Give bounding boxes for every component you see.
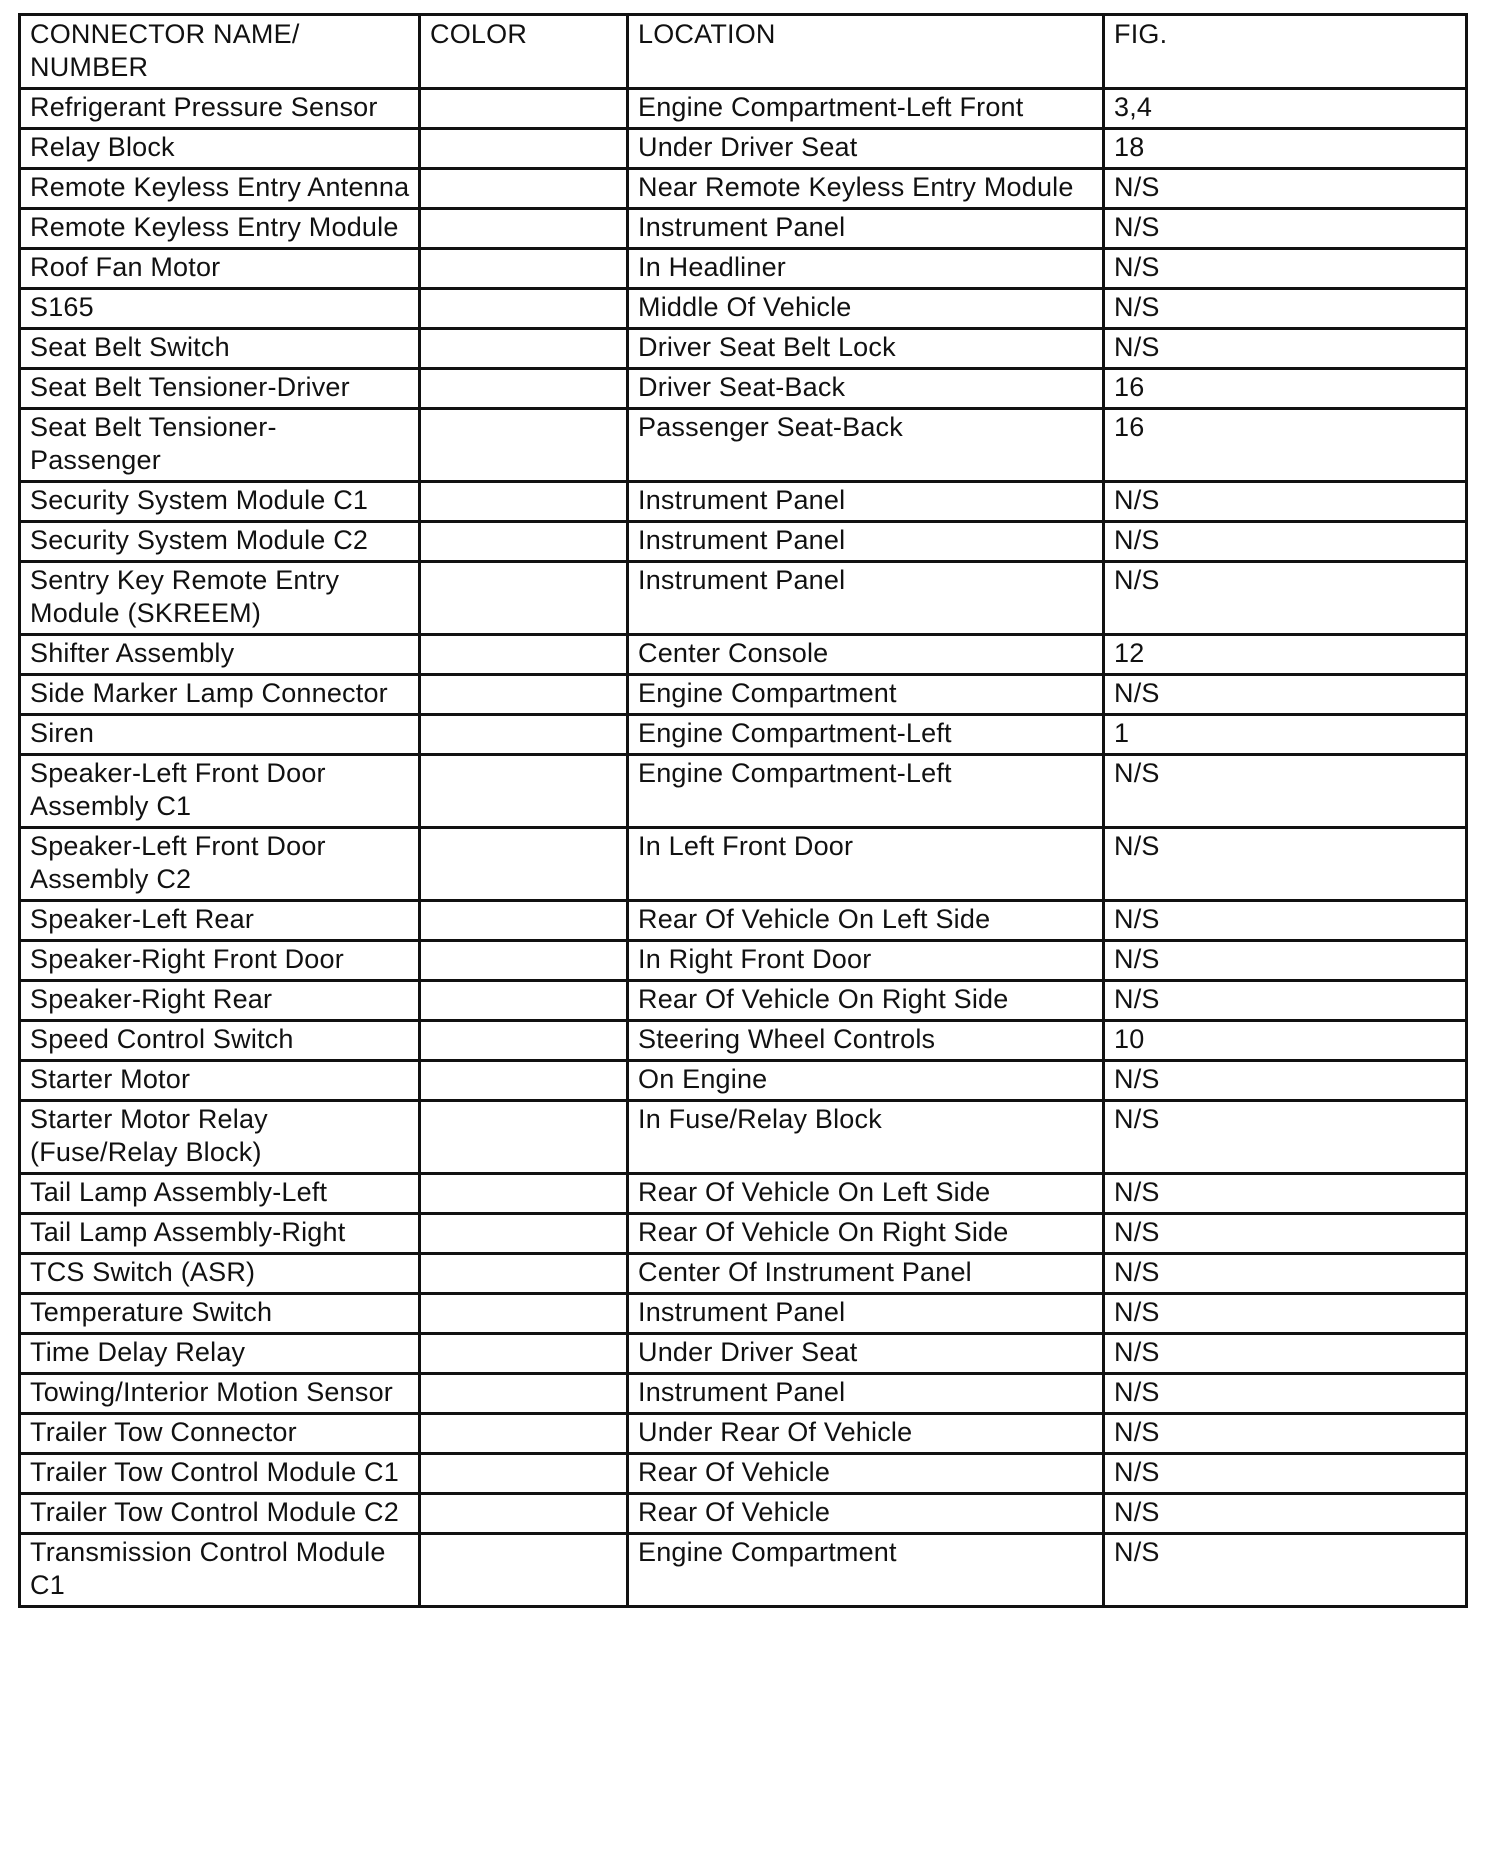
location-cell: Rear Of Vehicle On Right Side	[628, 981, 1104, 1021]
connector-name-cell: Transmission Control Module C1	[20, 1534, 420, 1607]
header-color: COLOR	[420, 15, 628, 89]
color-cell	[420, 1494, 628, 1534]
table-body	[20, 89, 1467, 1607]
color-cell	[420, 329, 628, 369]
color-cell	[420, 209, 628, 249]
color-cell	[420, 1174, 628, 1214]
table-row	[20, 169, 1467, 209]
connector-name-cell: Temperature Switch	[20, 1294, 420, 1334]
color-cell	[420, 482, 628, 522]
connector-name-cell: Siren	[20, 715, 420, 755]
header-row	[20, 15, 1467, 89]
table-row	[20, 329, 1467, 369]
color-cell	[420, 249, 628, 289]
location-cell: Steering Wheel Controls	[628, 1021, 1104, 1061]
location-cell: Instrument Panel	[628, 1294, 1104, 1334]
color-cell	[420, 409, 628, 482]
connector-name-cell: Sentry Key Remote Entry Module (SKREEM)	[20, 562, 420, 635]
location-cell: Rear Of Vehicle	[628, 1494, 1104, 1534]
fig-cell: N/S	[1104, 901, 1467, 941]
connector-name-cell: Speaker-Left Front Door Assembly C2	[20, 828, 420, 901]
fig-cell: N/S	[1104, 1214, 1467, 1254]
fig-cell: 16	[1104, 369, 1467, 409]
connector-name-cell: Side Marker Lamp Connector	[20, 675, 420, 715]
connector-name-cell: Speaker-Right Front Door	[20, 941, 420, 981]
location-cell: Under Driver Seat	[628, 1334, 1104, 1374]
table-row	[20, 675, 1467, 715]
fig-cell: N/S	[1104, 1061, 1467, 1101]
color-cell	[420, 1101, 628, 1174]
location-cell: In Right Front Door	[628, 941, 1104, 981]
connector-name-cell: Speaker-Left Front Door Assembly C1	[20, 755, 420, 828]
color-cell	[420, 89, 628, 129]
table-row	[20, 1254, 1467, 1294]
table-row	[20, 369, 1467, 409]
connector-name-cell: Seat Belt Switch	[20, 329, 420, 369]
fig-cell: 3,4	[1104, 89, 1467, 129]
connector-name-cell: Towing/Interior Motion Sensor	[20, 1374, 420, 1414]
color-cell	[420, 828, 628, 901]
fig-cell: N/S	[1104, 1374, 1467, 1414]
connector-name-cell: Trailer Tow Control Module C1	[20, 1454, 420, 1494]
fig-cell: N/S	[1104, 329, 1467, 369]
location-cell: In Fuse/Relay Block	[628, 1101, 1104, 1174]
connector-name-cell: Refrigerant Pressure Sensor	[20, 89, 420, 129]
table-row	[20, 1061, 1467, 1101]
color-cell	[420, 1254, 628, 1294]
connector-name-cell: Seat Belt Tensioner- Passenger	[20, 409, 420, 482]
table-row	[20, 1494, 1467, 1534]
color-cell	[420, 981, 628, 1021]
fig-cell: N/S	[1104, 1294, 1467, 1334]
fig-cell: 10	[1104, 1021, 1467, 1061]
header-connector-name: CONNECTOR NAME/ NUMBER	[20, 15, 420, 89]
table-row	[20, 409, 1467, 482]
table-row	[20, 901, 1467, 941]
table-row	[20, 635, 1467, 675]
connector-name-cell: Starter Motor	[20, 1061, 420, 1101]
table-header	[20, 15, 1467, 89]
fig-cell: N/S	[1104, 755, 1467, 828]
color-cell	[420, 1534, 628, 1607]
table-row	[20, 562, 1467, 635]
location-cell: Engine Compartment-Left	[628, 715, 1104, 755]
color-cell	[420, 1454, 628, 1494]
fig-cell: N/S	[1104, 1454, 1467, 1494]
location-cell: Instrument Panel	[628, 482, 1104, 522]
table-row	[20, 755, 1467, 828]
location-cell: Driver Seat Belt Lock	[628, 329, 1104, 369]
color-cell	[420, 169, 628, 209]
connector-name-cell: Relay Block	[20, 129, 420, 169]
location-cell: Instrument Panel	[628, 1374, 1104, 1414]
table-row	[20, 1374, 1467, 1414]
color-cell	[420, 901, 628, 941]
fig-cell: N/S	[1104, 1494, 1467, 1534]
fig-cell: 16	[1104, 409, 1467, 482]
table-row	[20, 715, 1467, 755]
fig-cell: N/S	[1104, 1254, 1467, 1294]
connector-name-cell: Time Delay Relay	[20, 1334, 420, 1374]
connector-name-cell: Speaker-Right Rear	[20, 981, 420, 1021]
color-cell	[420, 1294, 628, 1334]
header-location: LOCATION	[628, 15, 1104, 89]
connector-name-cell: TCS Switch (ASR)	[20, 1254, 420, 1294]
table-row	[20, 1174, 1467, 1214]
color-cell	[420, 289, 628, 329]
table-row	[20, 482, 1467, 522]
location-cell: Instrument Panel	[628, 209, 1104, 249]
color-cell	[420, 1021, 628, 1061]
fig-cell: N/S	[1104, 522, 1467, 562]
color-cell	[420, 522, 628, 562]
connector-name-cell: Trailer Tow Connector	[20, 1414, 420, 1454]
connector-name-cell: Shifter Assembly	[20, 635, 420, 675]
connector-name-cell: Security System Module C1	[20, 482, 420, 522]
color-cell	[420, 1061, 628, 1101]
location-cell: Rear Of Vehicle	[628, 1454, 1104, 1494]
fig-cell: N/S	[1104, 482, 1467, 522]
table-row	[20, 981, 1467, 1021]
location-cell: In Headliner	[628, 249, 1104, 289]
location-cell: Middle Of Vehicle	[628, 289, 1104, 329]
fig-cell: N/S	[1104, 209, 1467, 249]
connector-name-cell: Tail Lamp Assembly-Right	[20, 1214, 420, 1254]
table-row	[20, 1214, 1467, 1254]
connector-name-cell: Speaker-Left Rear	[20, 901, 420, 941]
table-row	[20, 941, 1467, 981]
color-cell	[420, 1414, 628, 1454]
table-row	[20, 129, 1467, 169]
connector-name-cell: Trailer Tow Control Module C2	[20, 1494, 420, 1534]
color-cell	[420, 675, 628, 715]
connector-name-cell: Remote Keyless Entry Module	[20, 209, 420, 249]
table-row	[20, 828, 1467, 901]
table-row	[20, 1294, 1467, 1334]
fig-cell: 1	[1104, 715, 1467, 755]
color-cell	[420, 1374, 628, 1414]
location-cell: Instrument Panel	[628, 522, 1104, 562]
color-cell	[420, 715, 628, 755]
location-cell: Near Remote Keyless Entry Module	[628, 169, 1104, 209]
location-cell: Passenger Seat-Back	[628, 409, 1104, 482]
color-cell	[420, 635, 628, 675]
location-cell: Engine Compartment	[628, 675, 1104, 715]
color-cell	[420, 562, 628, 635]
table-row	[20, 1101, 1467, 1174]
location-cell: Engine Compartment	[628, 1534, 1104, 1607]
table-row	[20, 1021, 1467, 1061]
fig-cell: N/S	[1104, 1414, 1467, 1454]
table-row	[20, 1414, 1467, 1454]
fig-cell: N/S	[1104, 562, 1467, 635]
color-cell	[420, 755, 628, 828]
fig-cell: N/S	[1104, 828, 1467, 901]
fig-cell: N/S	[1104, 169, 1467, 209]
location-cell: Rear Of Vehicle On Left Side	[628, 901, 1104, 941]
location-cell: Engine Compartment-Left	[628, 755, 1104, 828]
connector-location-table	[18, 13, 1468, 1608]
table-row	[20, 522, 1467, 562]
connector-name-cell: Starter Motor Relay (Fuse/Relay Block)	[20, 1101, 420, 1174]
connector-name-cell: Security System Module C2	[20, 522, 420, 562]
color-cell	[420, 1334, 628, 1374]
fig-cell: 12	[1104, 635, 1467, 675]
header-fig: FIG.	[1104, 15, 1467, 89]
fig-cell: N/S	[1104, 1174, 1467, 1214]
connector-name-cell: S165	[20, 289, 420, 329]
location-cell: Driver Seat-Back	[628, 369, 1104, 409]
table-row	[20, 89, 1467, 129]
connector-name-cell: Tail Lamp Assembly-Left	[20, 1174, 420, 1214]
table-row	[20, 1534, 1467, 1607]
location-cell: Center Of Instrument Panel	[628, 1254, 1104, 1294]
fig-cell: 18	[1104, 129, 1467, 169]
location-cell: Engine Compartment-Left Front	[628, 89, 1104, 129]
color-cell	[420, 369, 628, 409]
location-cell: Center Console	[628, 635, 1104, 675]
location-cell: Instrument Panel	[628, 562, 1104, 635]
fig-cell: N/S	[1104, 249, 1467, 289]
location-cell: In Left Front Door	[628, 828, 1104, 901]
connector-name-cell: Seat Belt Tensioner-Driver	[20, 369, 420, 409]
table-row	[20, 209, 1467, 249]
fig-cell: N/S	[1104, 1101, 1467, 1174]
table-row	[20, 1334, 1467, 1374]
color-cell	[420, 1214, 628, 1254]
location-cell: Under Rear Of Vehicle	[628, 1414, 1104, 1454]
fig-cell: N/S	[1104, 289, 1467, 329]
connector-name-cell: Speed Control Switch	[20, 1021, 420, 1061]
location-cell: Rear Of Vehicle On Right Side	[628, 1214, 1104, 1254]
fig-cell: N/S	[1104, 941, 1467, 981]
table-row	[20, 249, 1467, 289]
fig-cell: N/S	[1104, 675, 1467, 715]
table-row	[20, 289, 1467, 329]
color-cell	[420, 129, 628, 169]
location-cell: Rear Of Vehicle On Left Side	[628, 1174, 1104, 1214]
color-cell	[420, 941, 628, 981]
connector-name-cell: Roof Fan Motor	[20, 249, 420, 289]
connector-name-cell: Remote Keyless Entry Antenna	[20, 169, 420, 209]
fig-cell: N/S	[1104, 1534, 1467, 1607]
fig-cell: N/S	[1104, 1334, 1467, 1374]
location-cell: Under Driver Seat	[628, 129, 1104, 169]
location-cell: On Engine	[628, 1061, 1104, 1101]
table-row	[20, 1454, 1467, 1494]
fig-cell: N/S	[1104, 981, 1467, 1021]
